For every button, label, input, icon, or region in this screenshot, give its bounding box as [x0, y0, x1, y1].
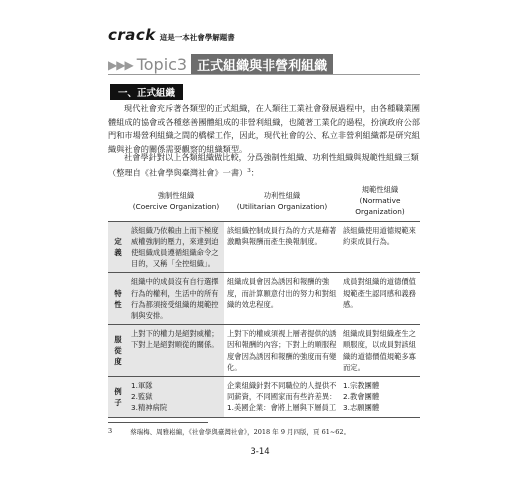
organization-comparison-table [108, 181, 420, 418]
topic-header [108, 54, 333, 75]
table-cell: 組織中的成員沒有自行選擇行為的權利，生活中的所有行為都須接受組織的規範控制與安排。 [128, 273, 224, 325]
body-paragraph [108, 102, 420, 156]
table-cell: 組織成員對組織產生之順服度，以成員對該組織的道德價值規範多寡而定。 [340, 325, 420, 377]
table-cell: 上對下的權力是絕對威權；下對上是絕對順從的關係。 [128, 325, 224, 377]
triple-arrow-icon: ▶▶▶ [108, 57, 133, 72]
header-corner [108, 181, 128, 221]
header-line: (Coercive Organization) [132, 201, 220, 211]
table-cell: 成員對組織的道德價值規範產生認同感和義務感。 [340, 273, 420, 325]
paragraph-text: 現代社會充斥著各類型的正式組織，在人類往工業社會發展過程中，由各種職業團體組成的協會或各種慈善團體組成的非營利組織，也隨著工業化的過程，扮演政府公部門和市場營利組織之間的橋樑工作，因此，現代社會的公、私立非營利組織都是研究組織與社會的關係需要觀察的組織類型。 [108, 103, 420, 154]
footnote-text: 蔡瑞梅、周雅崧編，《社會學與臺灣社會》，2018 年 9 月四版，頁 61~62。 [130, 428, 351, 436]
table-cell: 1.宗教團體 2.教會團體 3.志願團體 [340, 377, 420, 418]
footnote-ref: 3 [247, 167, 251, 174]
intro-tail: ： [250, 167, 259, 178]
brand-logo: crack [108, 26, 156, 44]
header-line: 規範性組織 [361, 185, 399, 194]
table-cell: 組織成員會因為誘因和報酬的強度，而計算願意付出的努力和對組織的效忠程度。 [224, 273, 340, 325]
table-cell: 企業組織針對不同職位的人提供不同薪資，不同國家而有些許差異： 1.美國企業：會將上層與下層員工 [224, 377, 340, 418]
header-line: (Utilitarian Organization) [236, 201, 328, 211]
row-label: 例 子 [108, 377, 128, 418]
header-line: (Normative Organization) [355, 196, 405, 217]
footnote-number: 3 [108, 427, 113, 435]
table-row [108, 221, 420, 273]
table-row [108, 273, 420, 325]
header-utilitarian [224, 181, 340, 221]
row-label: 特 性 [108, 273, 128, 325]
row-label: 服 從 度 [108, 325, 128, 377]
table-cell: 該組織使用道德規範來約束成員行為。 [340, 221, 420, 273]
book-brand [108, 26, 235, 44]
footnote-divider [108, 422, 208, 423]
table-row [108, 377, 420, 418]
brand-subtitle: 這是一本社會學解題書 [159, 33, 235, 42]
row-label: 定 義 [108, 221, 128, 273]
header-line: 強制性組織 [157, 190, 195, 200]
page-number: 3-14 [250, 447, 270, 457]
header-normative [340, 181, 420, 221]
table-cell: 上對下的權威須視上層者提供的誘因和報酬的內容；下對上的順服程度會因為誘因和報酬的強度而有變化。 [224, 325, 340, 377]
table-row [108, 325, 420, 377]
table-header-row [108, 181, 420, 221]
topic-divider [108, 74, 420, 75]
section-heading: 一、正式組織 [110, 84, 183, 100]
topic-number: Topic3 [136, 55, 188, 74]
table-cell: 該組織控制成員行為的方式是藉著激勵與報酬而產生換報制度。 [224, 221, 340, 273]
table-cell: 1.軍隊 2.監獄 3.精神病院 [128, 377, 224, 418]
intro-text: 社會學針對以上各類組織做比較，分爲強制性組織、功利性組織與規範性組織三類（整理自《社會學與臺灣社會》一書） [108, 152, 419, 178]
table-intro [108, 151, 420, 180]
footnote [108, 427, 350, 436]
header-line: 功利性組織 [263, 190, 301, 200]
header-coercive [128, 181, 224, 221]
table-cell: 該組織乃依賴由上而下極度威權強制的壓力，來達到迫使組織成員遵循組織命令之目的，又稱「全控組織」。 [128, 221, 224, 273]
topic-title: 正式組織與非營利組織 [191, 54, 333, 75]
